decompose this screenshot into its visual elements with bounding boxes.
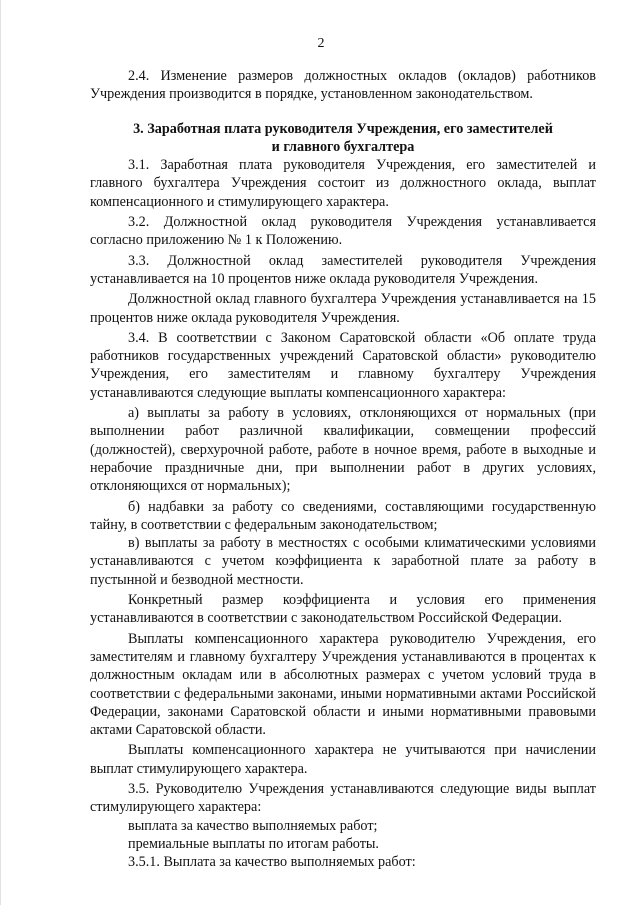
paragraph-3-5-1: 3.5.1. Выплата за качество выполняемых работ: [128, 854, 416, 871]
section-heading-line-2: и главного бухгалтера [271, 138, 415, 155]
paragraph-compensation-not-counted: Выплаты компенсационного характера не учитываются при начислении выплат стимулирующего характера. [90, 742, 596, 777]
paragraph-2-4: 2.4. Изменение размеров должностных окладов (окладов) работников Учреждения производится в порядке, установленном законодательством. [90, 68, 596, 103]
page-number: 2 [317, 36, 325, 51]
list-item-a: а) выплаты за работу в условиях, отклоняющихся от нормальных (при выполнении работ различной квалификации, совмещении профессий (должностей), сверхурочной работе, работе в ночное время, работе в выходные и нерабочие праздничные дни, при выполнении работ в других условиях, отклоняющихся от нормальных); [90, 405, 596, 495]
section-heading [90, 120, 596, 157]
list-item-b: б) надбавки за работу со сведениями, составляющими государственную тайну, в соответствии с федеральным законодательством; [90, 498, 596, 533]
paragraph-compensation-payments: Выплаты компенсационного характера руководителю Учреждения, его заместителям и главному бухгалтеру Учреждения устанавливаются в процентах к должностным окладам или в абсолютных размерах с учетом условий труда в соответствии с федеральными законами, иными нормативными актами Российской Федерации, законами Саратовской области и иными нормативными правовыми актами Саратовской области. [90, 630, 596, 739]
paragraph-coefficient: Конкретный размер коэффициента и условия его применения устанавливаются в соответствии с законодательством Российской Федерации. [90, 592, 596, 627]
paragraph-chief-accountant-salary: Должностной оклад главного бухгалтера Учреждения устанавливается на 15 процентов ниже оклада руководителя Учреждения. [90, 291, 596, 326]
list-item-bonus-payments: премиальные выплаты по итогам работы. [128, 835, 379, 852]
document-body [90, 67, 596, 871]
paragraph-3-1: 3.1. Заработная плата руководителя Учреждения, его заместителей и главного бухгалтера Учреждения состоит из должностного оклада, выплат компенсационного и стимулирующего характера. [90, 157, 596, 210]
paragraph-3-2: 3.2. Должностной оклад руководителя Учреждения устанавливается согласно приложению № 1 к Положению. [90, 214, 596, 249]
paragraph-3-4: 3.4. В соответствии с Законом Саратовской области «Об оплате труда работников государственных учреждений Саратовской области» руководителю Учреждения, его заместителям и главному бухгалтеру Учреждения устанавливаются следующие выплаты компенсационного характера: [90, 329, 596, 401]
paragraph-3-3: 3.3. Должностной оклад заместителей руководителя Учреждения устанавливается на 10 процентов ниже оклада руководителя Учреждения. [90, 252, 596, 287]
list-item-v: в) выплаты за работу в местностях с особыми климатическими условиями устанавливаются с учетом коэффициента к заработной плате за работу в пустынной и безводной местности. [90, 535, 596, 588]
list-item-quality-payment: выплата за качество выполняемых работ; [128, 817, 378, 834]
section-heading-line-1: 3. Заработная плата руководителя Учреждения, его заместителей [133, 120, 553, 137]
paragraph-3-5: 3.5. Руководителю Учреждения устанавливаются следующие виды выплат стимулирующего характера: [90, 780, 596, 816]
